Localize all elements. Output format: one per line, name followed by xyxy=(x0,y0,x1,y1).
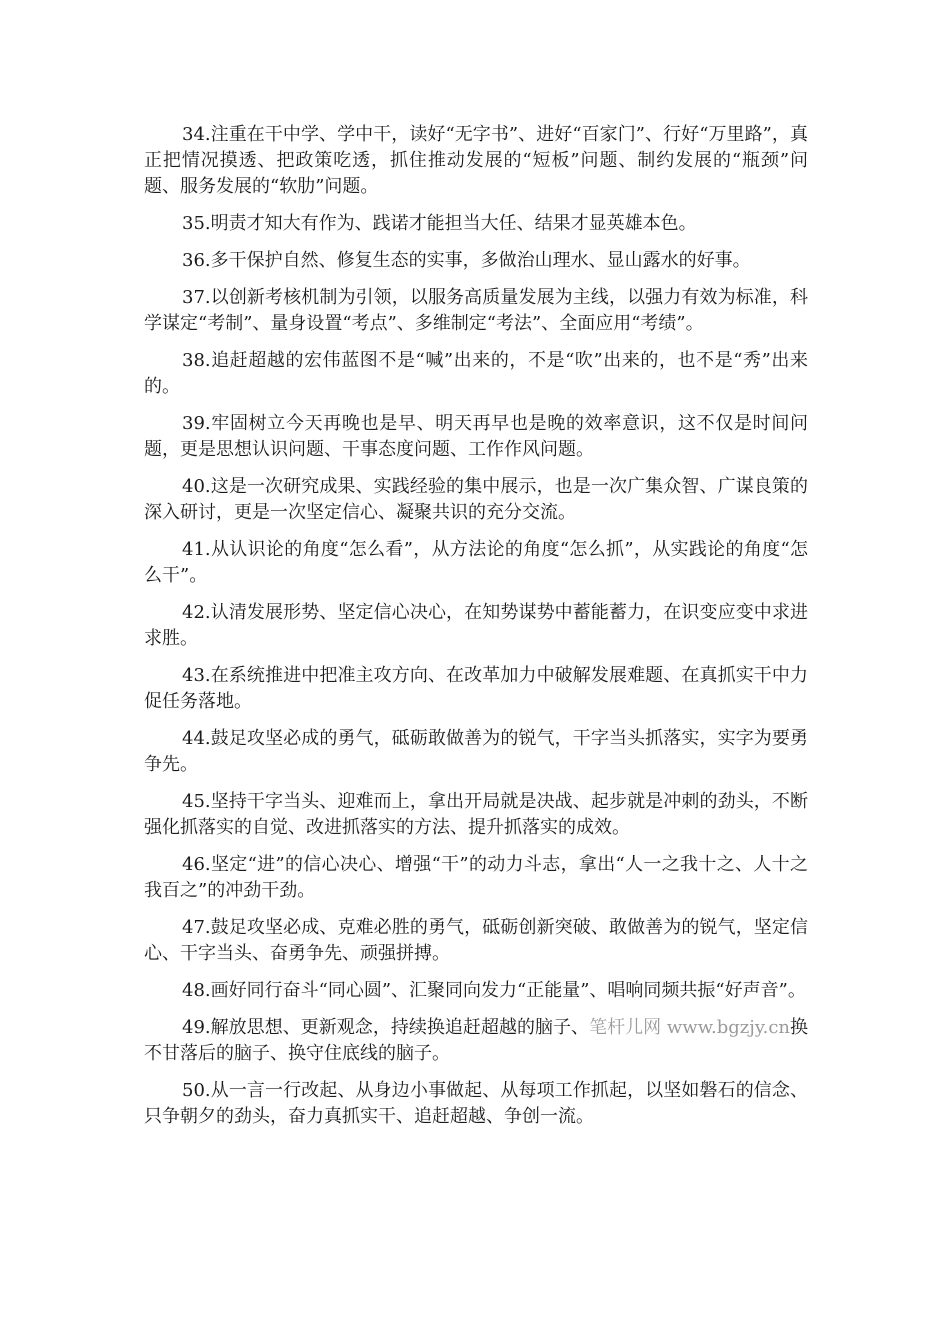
paragraph-44: 44.鼓足攻坚必成的勇气，砥砺敢做善为的锐气，干字当头抓落实，实字为要勇争先。 xyxy=(144,728,808,775)
watermark-text: 笔杆儿网 www.bgzjy.cn xyxy=(589,1017,790,1038)
paragraph-37: 37.以创新考核机制为引领，以服务高质量发展为主线，以强力有效为标准，科学谋定“考制”、量身设置“考点”、多维制定“考法”、全面应用“考绩”。 xyxy=(144,287,808,334)
paragraph-34: 34.注重在干中学、学中干，读好“无字书”、进好“百家门”、行好“万里路”，真正把情况摸透、把政策吃透，抓住推动发展的“短板”问题、制约发展的“瓶颈”问题、服务发展的“软肋”问题。 xyxy=(144,124,808,197)
paragraph-46: 46.坚定“进”的信心决心、增强“干”的动力斗志，拿出“人一之我十之、人十之我百之”的冲劲干劲。 xyxy=(144,854,808,901)
paragraph-35: 35.明责才知大有作为、践诺才能担当大任、结果才显英雄本色。 xyxy=(182,213,697,234)
paragraph-49-text-start: 49.解放思想、更新观念，持续换追赶超越的脑子、 xyxy=(182,1017,590,1038)
paragraph-42: 42.认清发展形势、坚定信心决心，在知势谋势中蓄能蓄力，在识变应变中求进求胜。 xyxy=(144,602,808,649)
paragraph-49-text-end: 换不甘落后的脑子、换守住底线的脑子。 xyxy=(144,1017,809,1064)
paragraph-49 xyxy=(144,1015,808,1067)
paragraph-40: 40.这是一次研究成果、实践经验的集中展示，也是一次广集众智、广谋良策的深入研讨，更是一次坚定信心、凝聚共识的充分交流。 xyxy=(144,476,808,523)
paragraph-36: 36.多干保护自然、修复生态的实事，多做治山理水、显山露水的好事。 xyxy=(182,250,751,271)
paragraph-45: 45.坚持干字当头、迎难而上，拿出开局就是决战、起步就是冲刺的劲头，不断强化抓落实的自觉、改进抓落实的方法、提升抓落实的成效。 xyxy=(144,791,808,838)
paragraph-43: 43.在系统推进中把准主攻方向、在改革加力中破解发展难题、在真抓实干中力促任务落地。 xyxy=(144,665,808,712)
document-body xyxy=(144,122,808,1141)
paragraph-39: 39.牢固树立今天再晚也是早、明天再早也是晚的效率意识，这不仅是时间问题，更是思想认识问题、干事态度问题、工作作风问题。 xyxy=(144,413,808,460)
paragraph-38: 38.追赶超越的宏伟蓝图不是“喊”出来的，不是“吹”出来的，也不是“秀”出来的。 xyxy=(144,350,808,397)
paragraph-47: 47.鼓足攻坚必成、克难必胜的勇气，砥砺创新突破、敢做善为的锐气，坚定信心、干字当头、奋勇争先、顽强拼搏。 xyxy=(144,917,808,964)
paragraph-48: 48.画好同行奋斗“同心圆”、汇聚同向发力“正能量”、唱响同频共振“好声音”。 xyxy=(182,980,806,1001)
paragraph-41: 41.从认识论的角度“怎么看”，从方法论的角度“怎么抓”，从实践论的角度“怎么干”。 xyxy=(144,539,808,586)
paragraph-50: 50.从一言一行改起、从身边小事做起、从每项工作抓起，以坚如磐石的信念、只争朝夕的劲头，奋力真抓实干、追赶超越、争创一流。 xyxy=(144,1080,808,1127)
